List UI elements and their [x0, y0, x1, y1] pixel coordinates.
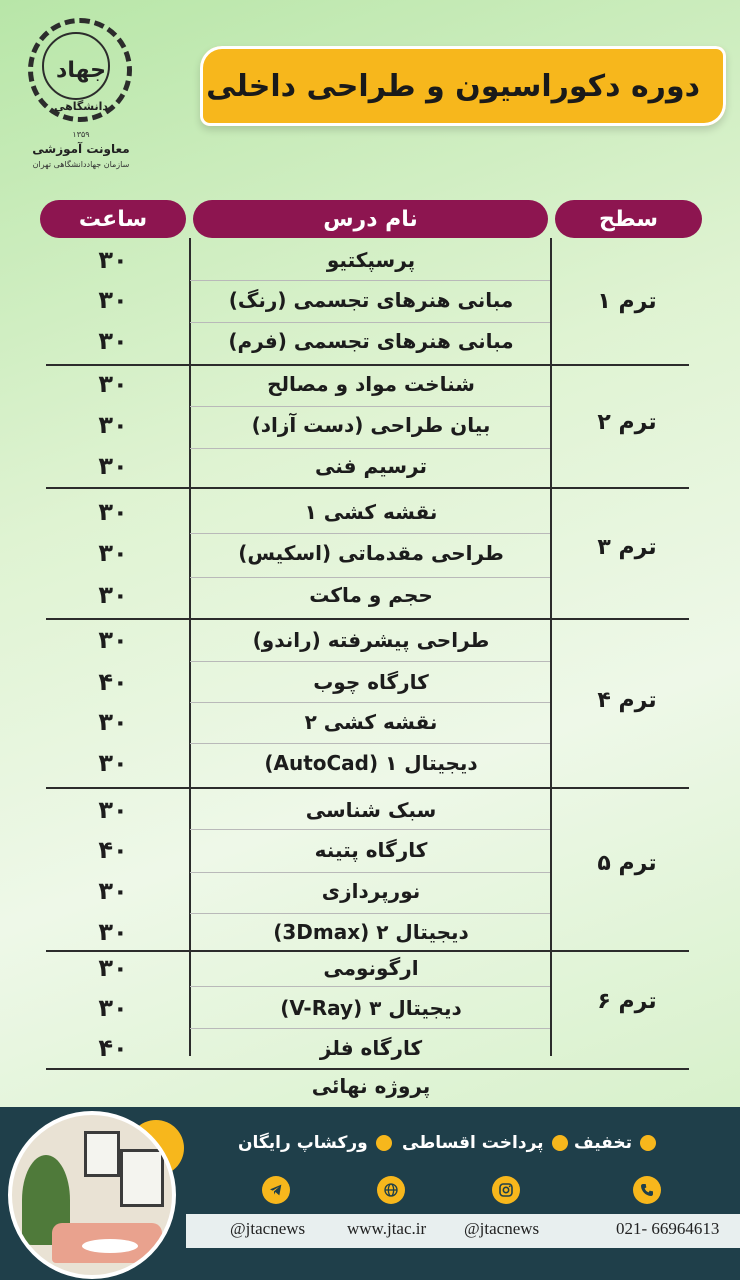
course-hours: ۳۰	[98, 581, 128, 609]
phone-icon[interactable]	[633, 1176, 661, 1204]
course-name: مبانی هنرهای تجسمی (رنگ)	[228, 288, 514, 312]
course-name: نورپردازی	[321, 879, 421, 903]
course-hours: ۳۰	[98, 411, 128, 439]
course-name: نقشه کشی ۱	[304, 500, 438, 524]
logo-organization: سازمان جهاددانشگاهی تهران	[32, 160, 130, 169]
course-hours: ۳۰	[98, 877, 128, 905]
frame-icon	[120, 1149, 164, 1207]
course-name: پرسپکتیو	[326, 248, 416, 272]
term-label: ترم ۶	[597, 988, 657, 1014]
course-name: دیجیتال ۲ (3Dmax)	[273, 920, 469, 944]
instagram-icon[interactable]	[492, 1176, 520, 1204]
contact-instagram[interactable]: @jtacnews	[464, 1219, 540, 1238]
bullet-icon	[376, 1135, 392, 1151]
frame-icon	[84, 1131, 120, 1177]
header-level: سطح	[555, 200, 702, 238]
bullet-icon	[640, 1135, 656, 1151]
logo-department: معاونت آموزشی	[32, 142, 130, 156]
term-divider	[46, 487, 689, 489]
course-hours: ۳۰	[98, 708, 128, 736]
table-icon	[82, 1239, 138, 1253]
page-title: دوره دکوراسیون و طراحی داخلی	[206, 68, 700, 104]
bullet-icon	[552, 1135, 568, 1151]
course-name: کارگاه پتینه	[314, 838, 428, 862]
course-name: ترسیم فنی	[315, 454, 427, 478]
course-hours: ۳۰	[98, 796, 128, 824]
logo	[22, 14, 140, 182]
course-hours: ۳۰	[98, 918, 128, 946]
course-hours: ۳۰	[98, 626, 128, 654]
telegram-icon[interactable]	[262, 1176, 290, 1204]
course-hours: ۳۰	[98, 286, 128, 314]
course-hours: ۴۰	[98, 668, 128, 696]
course-name: کارگاه چوب	[313, 670, 429, 694]
course-name: ارگونومی	[323, 956, 419, 980]
course-name: حجم و ماکت	[309, 583, 433, 607]
contact-telegram[interactable]: @jtacnews	[230, 1219, 306, 1238]
final-project: پروژه نهائی	[311, 1074, 431, 1098]
course-name: مبانی هنرهای تجسمی (فرم)	[228, 329, 514, 353]
term-label: ترم ۳	[597, 534, 657, 560]
feature-installment: پرداخت اقساطی	[402, 1130, 568, 1156]
course-hours: ۳۰	[98, 539, 128, 567]
term-label: ترم ۴	[597, 687, 657, 713]
course-hours: ۳۰	[98, 498, 128, 526]
course-hours: ۳۰	[98, 749, 128, 777]
interior-photo	[8, 1111, 176, 1279]
logo-subtitle: دانشگاهی	[53, 100, 109, 113]
logo-name: جهاد	[56, 58, 106, 83]
course-name: طراحی مقدماتی (اسکیس)	[238, 541, 504, 565]
course-hours: ۳۰	[98, 954, 128, 982]
term-divider	[46, 787, 689, 789]
course-hours: ۴۰	[98, 1034, 128, 1062]
contact-website[interactable]: www.jtac.ir	[347, 1219, 427, 1238]
course-hours: ۳۰	[98, 370, 128, 398]
header-hours: ساعت	[40, 200, 186, 238]
feature-discount: تخفیف	[574, 1130, 656, 1156]
course-hours: ۳۰	[98, 452, 128, 480]
term-label: ترم ۲	[597, 409, 657, 435]
course-name: دیجیتال ۱ (AutoCad)	[264, 751, 478, 775]
course-name: شناخت مواد و مصالح	[267, 372, 475, 396]
course-hours: ۳۰	[98, 994, 128, 1022]
course-name: نقشه کشی ۲	[304, 710, 438, 734]
course-name: دیجیتال ۳ (V-Ray)	[280, 996, 462, 1020]
course-name: طراحی پیشرفته (راندو)	[252, 628, 490, 652]
term-label: ترم ۱	[597, 288, 657, 314]
contact-phone[interactable]: 021- 66964613	[616, 1219, 720, 1238]
globe-icon[interactable]	[377, 1176, 405, 1204]
logo-year: ۱۳۵۹	[72, 130, 90, 139]
course-hours: ۳۰	[98, 246, 128, 274]
feature-workshop: ورکشاپ رایگان	[238, 1130, 392, 1156]
course-hours: ۴۰	[98, 836, 128, 864]
header-course: نام درس	[193, 200, 548, 238]
course-hours: ۳۰	[98, 327, 128, 355]
course-name: کارگاه فلز	[319, 1036, 423, 1060]
course-name: سبک شناسی	[305, 798, 437, 822]
course-name: بیان طراحی (دست آزاد)	[251, 413, 491, 437]
title-banner	[200, 46, 726, 126]
term-label: ترم ۵	[597, 850, 657, 876]
